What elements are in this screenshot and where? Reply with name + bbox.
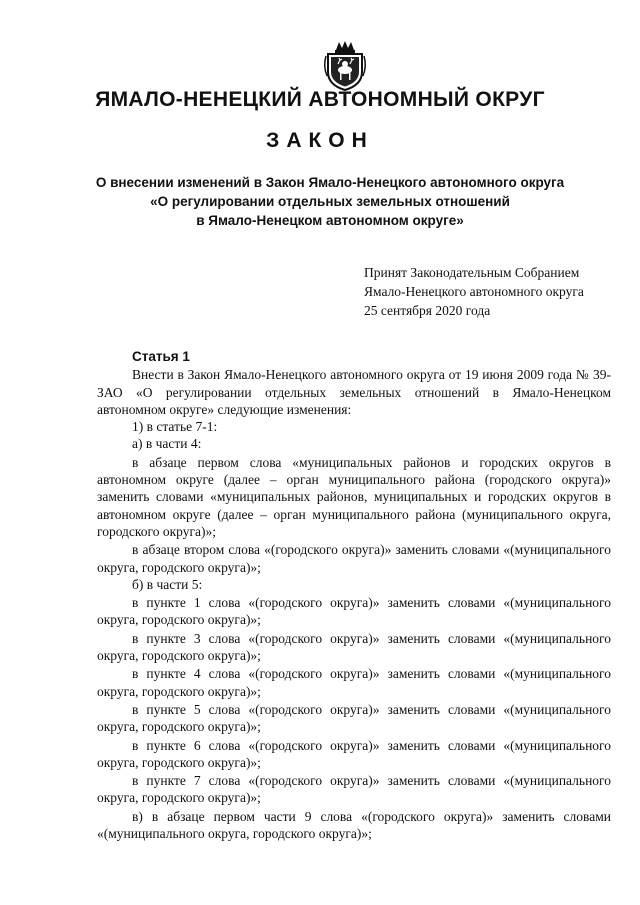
- adoption-line: Ямало-Ненецкого автономного округа: [364, 284, 584, 299]
- article-paragraph: б) в части 5:: [132, 576, 203, 592]
- article-paragraph: в пункте 3 слова «(городского округа)» заменить словами «(муниципального округа, городского округа)»;: [97, 630, 611, 664]
- article-paragraph: в пункте 1 слова «(городского округа)» заменить словами «(муниципального округа, городского округа)»;: [97, 595, 611, 628]
- article-paragraph: а) в части 4:: [132, 436, 202, 452]
- article-paragraph: в) в абзаце первом части 9 слова «(городского округа)» заменить словами «(муниципального округа, городского округа)»;: [97, 808, 611, 842]
- article-paragraph: в пункте 4 слова «(городского округа)» заменить словами «(муниципального округа, городского округа)»;: [97, 666, 611, 699]
- adoption-line: Принят Законодательным Собранием: [364, 265, 580, 280]
- article-paragraph: в пункте 6 слова «(городского округа)» заменить словами «(муниципального округа, городского округа)»;: [97, 737, 611, 770]
- subject-line: О внесении изменений в Закон Ямало-Ненецкого автономного округа: [95, 175, 565, 190]
- article-title: Статья 1: [132, 349, 190, 364]
- article-paragraph: в пункте 7 слова «(городского округа)» заменить словами «(муниципального округа, городского округа)»;: [97, 773, 611, 806]
- article-paragraph: в пункте 5 слова «(городского округа)» заменить словами «(муниципального округа, городского округа)»;: [97, 701, 611, 735]
- article-paragraph: 1) в статье 7-1:: [132, 419, 218, 435]
- coat-of-arms-icon: [322, 40, 368, 92]
- article-paragraph: Внести в Закон Ямало-Ненецкого автономного округа от 19 июня 2009 года № 39-ЗАО «О регулировании отдельных земельных отношений в Ямало-Ненецком автономном округе» следующие изменения:: [97, 367, 611, 417]
- article-paragraph: в абзаце первом слова «муниципальных районов и городских округов в автономном округе (далее – орган муниципального района (городского округа)» заменить словами «муниципальных районов, муниципальных и городских округов в автономном округе (далее – орган муниципального района (муниципального округа, городского округа)»;: [97, 454, 611, 539]
- adoption-date: 25 сентября 2020 года: [364, 303, 491, 318]
- region-title: ЯМАЛО-НЕНЕЦКИЙ АВТОНОМНЫЙ ОКРУГ: [95, 88, 545, 111]
- law-subject: [60, 173, 600, 230]
- article-body: [97, 348, 611, 842]
- document-type-title: ЗАКОН: [266, 129, 374, 152]
- article-paragraph: в абзаце втором слова «(городского округа)» заменить словами «(муниципального округа, городского округа)»;: [97, 542, 611, 575]
- subject-line: в Ямало-Ненецком автономном округе»: [196, 213, 464, 228]
- adoption-block: [364, 263, 584, 320]
- subject-line: «О регулировании отдельных земельных отношений: [150, 194, 510, 209]
